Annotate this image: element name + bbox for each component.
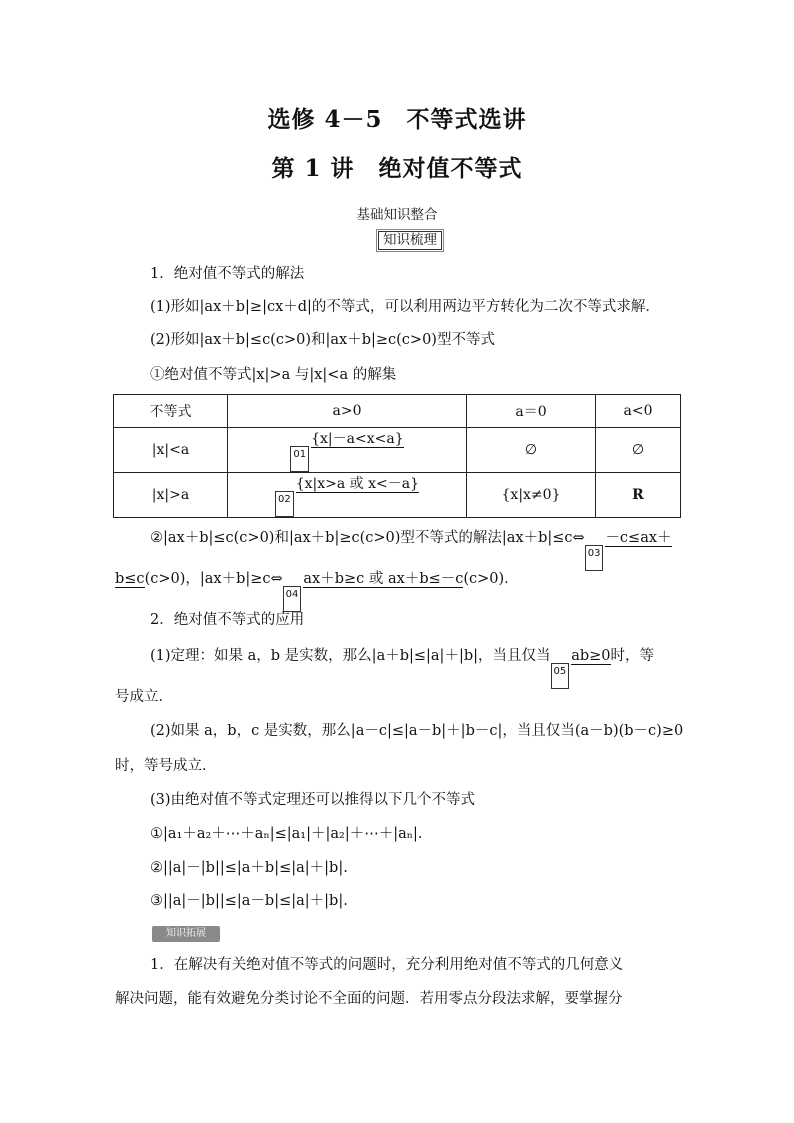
text: ②|ax＋b|≤c(c>0)和|ax＋b|≥c(c>0)型不等式的解法|ax＋b|≤c⇔: [150, 530, 585, 546]
paragraph: 时，等号成立．: [115, 758, 217, 774]
answer-text: ab≥0: [571, 648, 611, 664]
table-cell: ∅: [596, 428, 681, 473]
paragraph: 号成立．: [115, 689, 173, 705]
paragraph: ①绝对值不等式|x|>a 与|x|<a 的解集: [150, 367, 397, 383]
table-cell: {x|x≠0}: [467, 473, 596, 518]
answer-number-box: 04: [283, 586, 302, 612]
table-cell: ∅: [467, 428, 596, 473]
answer-text: ax＋b≥c 或 ax＋b≤－c: [303, 571, 464, 587]
table-header: 不等式: [114, 395, 228, 428]
formula: ③||a|－|b||≤|a－b|≤|a|＋|b|.: [150, 893, 348, 909]
solution-set-table: [113, 394, 681, 518]
table-cell: [228, 428, 467, 473]
table-cell: R: [596, 473, 681, 518]
table-cell: [228, 473, 467, 518]
lesson-title: 第 1 讲 绝对值不等式: [271, 155, 523, 182]
answer-number-box: 01: [290, 446, 309, 472]
table-cell: |x|>a: [114, 473, 228, 518]
answer-text: {x|－a<x<a}: [311, 431, 404, 447]
paragraph: (3)由绝对值不等式定理还可以推得以下几个不等式: [150, 792, 476, 808]
table-header: a>0: [228, 395, 467, 428]
heading-2: 2．绝对值不等式的应用: [150, 612, 305, 628]
paragraph: (2)如果 a，b，c 是实数，那么|a－c|≤|a－b|＋|b－c|，当且仅当(a－b)(b－c)≥0: [150, 723, 684, 739]
paragraph: 1．在解决有关绝对值不等式的问题时，充分利用绝对值不等式的几何意义: [150, 957, 624, 973]
section-tag: 知识梳理: [378, 231, 442, 250]
formula: ②||a|－|b||≤|a＋b|≤|a|＋|b|.: [150, 860, 348, 876]
chapter-title: 选修 4－5 不等式选讲: [267, 106, 527, 133]
answer-number-box: 02: [275, 491, 294, 517]
paragraph: 解决问题，能有效避免分类讨论不全面的问题．若用零点分段法求解，要掌握分: [115, 991, 623, 1007]
table-header: a＝0: [467, 395, 596, 428]
text: (1)定理：如果 a，b 是实数，那么|a＋b|≤|a|＋|b|，当且仅当: [150, 648, 551, 664]
text: (c>0)，|ax＋b|≥c⇔: [144, 571, 283, 587]
section-subtitle: 基础知识整合: [356, 207, 438, 223]
paragraph: (1)形如|ax＋b|≥|cx＋d|的不等式，可以利用两边平方转化为二次不等式求解．: [150, 299, 660, 315]
table-row: [114, 473, 681, 518]
paragraph: [150, 646, 654, 689]
paragraph: [115, 569, 519, 612]
answer-text: －c≤ax＋: [605, 530, 672, 546]
text: 时，等: [610, 648, 655, 664]
table-row: [114, 428, 681, 473]
table-header: a<0: [596, 395, 681, 428]
answer-number-box: 05: [551, 663, 570, 689]
answer-text: {x|x>a 或 x<－a}: [295, 476, 419, 492]
answer-text: b≤c: [115, 571, 145, 587]
table-header-row: [114, 395, 681, 428]
paragraph: (2)形如|ax＋b|≤c(c>0)和|ax＋b|≥c(c>0)型不等式: [150, 332, 495, 348]
paragraph: [150, 528, 672, 571]
formula: ①|a₁＋a₂＋⋯＋aₙ|≤|a₁|＋|a₂|＋⋯＋|aₙ|.: [150, 826, 423, 842]
extension-badge: 知识拓展: [152, 926, 220, 942]
heading-1: 1．绝对值不等式的解法: [150, 266, 305, 282]
text: (c>0)．: [463, 571, 519, 587]
table-cell: |x|<a: [114, 428, 228, 473]
answer-number-box: 03: [585, 545, 604, 571]
